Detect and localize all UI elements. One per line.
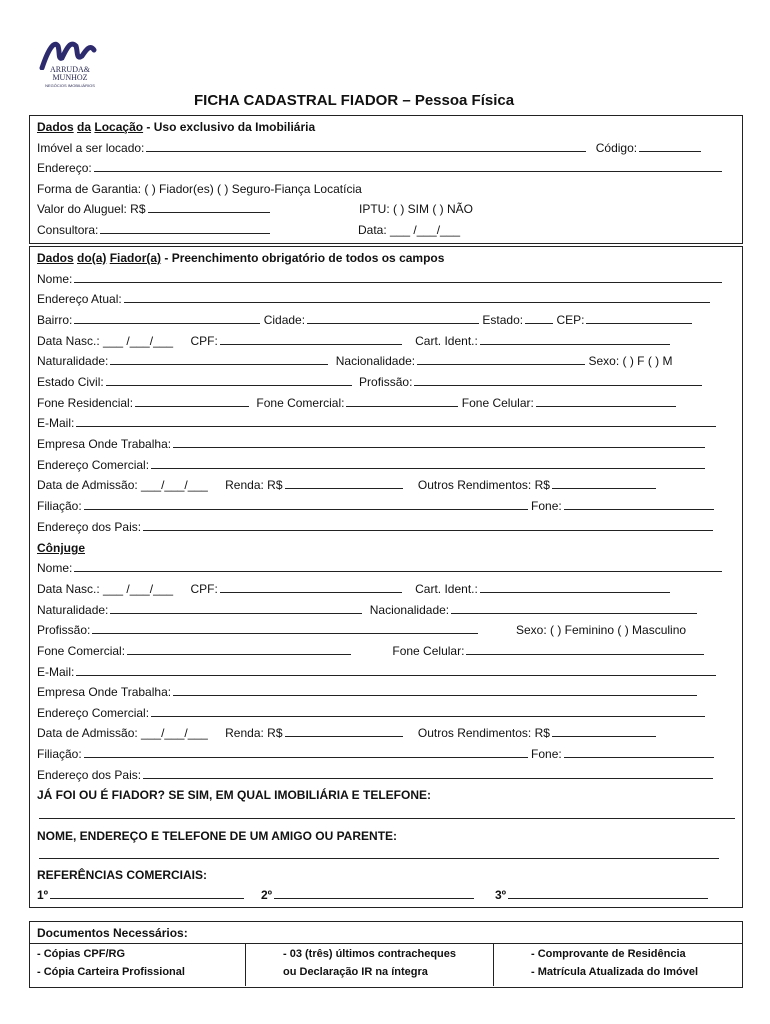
conjuge-email-label: E-Mail: [37,665,75,679]
fiador-nacionalidade-label: Nacionalidade: [335,354,416,368]
fiador-endereco-pais-field[interactable] [143,518,713,531]
conjuge-ident-field[interactable] [480,580,670,593]
conjuge-endereco-comercial-field[interactable] [151,704,705,717]
conjuge-fone-celular-label: Fone Celular: [392,644,465,658]
logo-line-1: ARRUDA& [49,65,90,74]
fiador-ident-label: Cart. Ident.: [415,334,478,348]
conjuge-heading: Cônjuge [37,541,85,555]
documentos-col-divider-2 [493,944,494,986]
conjuge-sexo-options[interactable]: Sexo: ( ) Feminino ( ) Masculino [516,623,687,637]
fiador-cpf-field[interactable] [220,332,402,345]
conjuge-data-nasc[interactable]: Data Nasc.: ___ /___/___ [37,582,174,596]
ref2-label: 2º [261,888,273,902]
codigo-field[interactable] [639,139,701,152]
fiador-fone-celular-label: Fone Celular: [461,396,534,410]
logo-tagline: NEGÓCIOS IMOBILIÁRIOS [45,83,95,88]
conjuge-fone-comercial-field[interactable] [127,642,351,655]
conjuge-nome-field[interactable] [74,559,722,572]
ref1-field[interactable] [50,886,244,899]
fiador-outros-field[interactable] [552,476,656,489]
fiador-filiacao-field[interactable] [84,497,528,510]
fiador-fone-celular-field[interactable] [536,394,676,407]
conjuge-profissao-field[interactable] [92,621,478,634]
conjuge-endereco-pais-label: Endereço dos Pais: [37,768,142,782]
fiador-endereco-comercial-label: Endereço Comercial: [37,458,150,472]
consultora-label: Consultora: [37,223,99,237]
conjuge-nacionalidade-field[interactable] [451,601,697,614]
logo-line-2: MUNHOZ [52,73,88,82]
conjuge-data-admissao[interactable]: Data de Admissão: ___/___/___ [37,726,208,740]
fiador-cpf-label: CPF: [190,334,218,348]
fiador-fone-label: Fone: [531,499,562,513]
conjuge-empresa-field[interactable] [173,683,697,696]
cep-field[interactable] [586,311,692,324]
ja-foi-fiador-question: JÁ FOI OU É FIADOR? SE SIM, EM QUAL IMOBILIÁRIA E TELEFONE: [37,788,432,802]
iptu-options[interactable]: IPTU: ( ) SIM ( ) NÃO [359,202,473,216]
conjuge-filiacao-field[interactable] [84,745,528,758]
doc-comprovante-residencia: - Comprovante de Residência [531,948,686,960]
fiador-profissao-label: Profissão: [359,375,413,389]
estado-field[interactable] [525,311,553,324]
fone-residencial-field[interactable] [135,394,249,407]
fiador-heading: Dados do(a) Fiador(a) - Preenchimento obrigatório de todos os campos [37,251,445,265]
ref2-field[interactable] [274,886,474,899]
fiador-endereco-comercial-field[interactable] [151,456,705,469]
fiador-email-field[interactable] [76,414,716,427]
consultora-field[interactable] [100,221,270,234]
amigo-field[interactable] [39,846,719,859]
conjuge-endereco-comercial-label: Endereço Comercial: [37,706,150,720]
garantia-options[interactable]: Forma de Garantia: ( ) Fiador(es) ( ) Seguro-Fiança Locatícia [37,182,362,196]
conjuge-email-field[interactable] [76,663,716,676]
fiador-empresa-label: Empresa Onde Trabalha: [37,437,172,451]
conjuge-naturalidade-field[interactable] [110,601,362,614]
ja-foi-fiador-field[interactable] [39,806,735,819]
fiador-data-nasc[interactable]: Data Nasc.: ___ /___/___ [37,334,174,348]
fiador-naturalidade-field[interactable] [110,352,328,365]
imovel-label: Imóvel a ser locado: [37,141,145,155]
fiador-renda-field[interactable] [285,476,403,489]
conjuge-empresa-label: Empresa Onde Trabalha: [37,685,172,699]
conjuge-cpf-field[interactable] [220,580,402,593]
cidade-label: Cidade: [263,313,306,327]
fiador-nacionalidade-field[interactable] [417,352,585,365]
fone-residencial-label: Fone Residencial: [37,396,134,410]
conjuge-fone-comercial-label: Fone Comercial: [37,644,126,658]
cep-label: CEP: [556,313,585,327]
estado-civil-field[interactable] [106,373,352,386]
conjuge-nacionalidade-label: Nacionalidade: [369,603,450,617]
conjuge-filiacao-label: Filiação: [37,747,82,761]
estado-civil-label: Estado Civil: [37,375,104,389]
fiador-ident-field[interactable] [480,332,670,345]
documentos-col-divider-1 [245,944,246,986]
referencias-heading: REFERÊNCIAS COMERCIAIS: [37,868,208,882]
doc-declaracao-ir: ou Declaração IR na íntegra [283,966,428,978]
locacao-heading: Dados da Locação - Uso exclusivo da Imobiliária [37,120,316,134]
bairro-label: Bairro: [37,313,73,327]
fiador-profissao-field[interactable] [414,373,702,386]
conjuge-fone-label: Fone: [531,747,562,761]
amigo-question: NOME, ENDEREÇO E TELEFONE DE UM AMIGO OU PARENTE: [37,829,398,843]
aluguel-field[interactable] [148,200,270,213]
endereco-locacao-field[interactable] [94,159,722,172]
conjuge-cpf-label: CPF: [190,582,218,596]
page-title: FICHA CADASTRAL FIADOR – Pessoa Física [194,92,515,109]
ref1-label: 1º [37,888,49,902]
conjuge-profissao-label: Profissão: [37,623,91,637]
conjuge-renda-field[interactable] [285,724,403,737]
conjuge-outros-label: Outros Rendimentos: R$ [417,726,550,740]
doc-contracheques: - 03 (três) últimos contracheques [283,948,456,960]
conjuge-nome-label: Nome: [37,561,73,575]
fiador-fone-comercial-field[interactable] [346,394,458,407]
fiador-fone-field[interactable] [564,497,714,510]
conjuge-renda-label: Renda: R$ [225,726,283,740]
data-locacao-field[interactable]: Data: ___ /___/___ [358,223,461,237]
fiador-data-admissao[interactable]: Data de Admissão: ___/___/___ [37,478,208,492]
fiador-sexo-options[interactable]: Sexo: ( ) F ( ) M [588,354,673,368]
conjuge-naturalidade-label: Naturalidade: [37,603,109,617]
doc-matricula-imovel: - Matrícula Atualizada do Imóvel [531,966,699,978]
company-logo [36,36,100,98]
conjuge-fone-celular-field[interactable] [466,642,704,655]
fiador-filiacao-label: Filiação: [37,499,82,513]
fiador-naturalidade-label: Naturalidade: [37,354,109,368]
ref3-label: 3º [495,888,507,902]
documentos-heading: Documentos Necessários: [37,926,188,940]
fiador-endereco-label: Endereço Atual: [37,292,122,306]
fiador-email-label: E-Mail: [37,416,75,430]
bairro-field[interactable] [74,311,260,324]
conjuge-fone-field[interactable] [564,745,714,758]
endereco-locacao-label: Endereço: [37,161,92,175]
fiador-renda-label: Renda: R$ [225,478,283,492]
fiador-nome-label: Nome: [37,272,73,286]
documentos-divider [29,943,743,944]
conjuge-outros-field[interactable] [552,724,656,737]
conjuge-endereco-pais-field[interactable] [143,766,713,779]
ref3-field[interactable] [508,886,708,899]
conjuge-ident-label: Cart. Ident.: [415,582,478,596]
imovel-field[interactable] [146,139,586,152]
fiador-fone-comercial-label: Fone Comercial: [256,396,345,410]
aluguel-label: Valor do Aluguel: R$ [37,202,146,216]
fiador-nome-field[interactable] [74,270,722,283]
cidade-field[interactable] [307,311,479,324]
estado-label: Estado: [482,313,524,327]
doc-cpf-rg: - Cópias CPF/RG [37,948,126,960]
doc-carteira: - Cópia Carteira Profissional [37,966,185,978]
fiador-outros-label: Outros Rendimentos: R$ [417,478,550,492]
fiador-endereco-pais-label: Endereço dos Pais: [37,520,142,534]
fiador-empresa-field[interactable] [173,435,705,448]
fiador-endereco-field[interactable] [124,290,710,303]
codigo-label: Código: [595,141,638,155]
